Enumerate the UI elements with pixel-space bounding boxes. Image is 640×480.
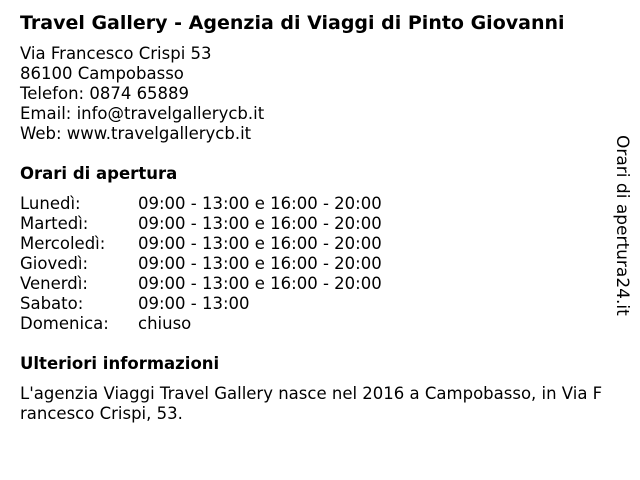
day-label: Lunedì:	[20, 194, 81, 213]
hours-value: 09:00 - 13:00 e 16:00 - 20:00	[138, 194, 382, 213]
web-line: Web: www.travelgallerycb.it	[20, 124, 252, 143]
hours-value: 09:00 - 13:00 e 16:00 - 20:00	[138, 254, 382, 273]
address-city: 86100 Campobasso	[20, 64, 184, 83]
day-label: Venerdì:	[20, 274, 88, 293]
hours-value: 09:00 - 13:00	[138, 294, 250, 313]
more-info-text: L'agenzia Viaggi Travel Gallery nasce nel 2016 a Campobasso, in Via Francesco Crispi, 53.	[20, 384, 603, 423]
site-watermark: Orari di apertura24.it	[612, 135, 632, 316]
hours-value: 09:00 - 13:00 e 16:00 - 20:00	[138, 214, 382, 233]
day-label: Mercoledì:	[20, 234, 106, 253]
day-label: Giovedì:	[20, 254, 88, 273]
more-info-heading: Ulteriori informazioni	[20, 354, 220, 373]
business-title: Travel Gallery - Agenzia di Viaggi di Pinto Giovanni	[20, 12, 565, 34]
day-label: Domenica:	[20, 314, 109, 333]
opening-hours-heading: Orari di apertura	[20, 164, 178, 183]
address-street: Via Francesco Crispi 53	[20, 44, 212, 63]
email-line: Email: info@travelgallerycb.it	[20, 104, 265, 123]
hours-value: 09:00 - 13:00 e 16:00 - 20:00	[138, 234, 382, 253]
hours-value: chiuso	[138, 314, 192, 333]
hours-value: 09:00 - 13:00 e 16:00 - 20:00	[138, 274, 382, 293]
day-label: Martedì:	[20, 214, 89, 233]
phone-line: Telefon: 0874 65889	[20, 84, 190, 103]
day-label: Sabato:	[20, 294, 84, 313]
contact-block	[20, 44, 264, 144]
